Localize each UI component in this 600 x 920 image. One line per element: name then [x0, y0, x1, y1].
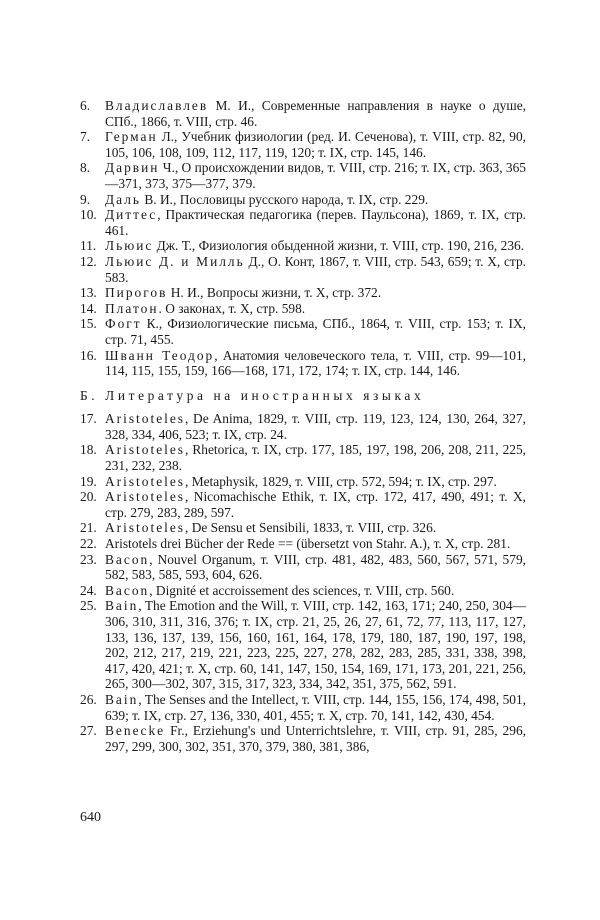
entry-text: , The Emotion and the Will, т. VIII, стр. 142, 163, 171; 240, 250, 304—306, 310, 311, 316, 376; т. IX, стр. 21, 25, 26, 27, 61, 72, 77, 113, 117, 127, 133, 136, 137, 139, 156, 160, 161, 164, 178, 179, 180, 187, 190, 197, 198, 202, 212, 217, 219, 221, 223, 225, 227, 278, 282, 283, 285, 331, 338, 398, 417, 420, 421; т. X, стр. 60, 141, 147, 150, 154, 169, 171, 173, 201, 221, 256, 265, 300—302, 307, 315, 317, 323, 334, 342, 351, 375, 562, 591. [105, 598, 526, 692]
entry-text: М. И., Современные направления в науке о душе, СПб., 1866, т. VIII, стр. 46. [105, 98, 526, 129]
entry-author: Льюис Д. и Милль [105, 253, 245, 269]
entry-text: Н. И., Вопросы жизни, т. X, стр. 372. [167, 285, 382, 301]
entry-author: Владиславлев [105, 98, 209, 113]
bibliography-entry [80, 583, 526, 599]
entry-number: 21. [80, 520, 97, 536]
bibliography-entry [80, 129, 526, 160]
entry-author: Льюис [105, 238, 154, 254]
entry-number: 10. [80, 207, 97, 223]
bibliography-entry [80, 442, 526, 473]
entry-number: 17. [80, 411, 97, 427]
entry-number: 13. [80, 285, 97, 301]
bibliography-entry [80, 552, 526, 583]
entry-text: . О законах, т. X, стр. 598. [158, 300, 306, 316]
foreign-literature-list [80, 411, 526, 754]
entry-number: 6. [80, 98, 91, 113]
entry-number: 18. [80, 442, 97, 458]
bibliography-entry [80, 348, 526, 379]
entry-author: Bacon [105, 551, 150, 567]
bibliography-entry [80, 474, 526, 490]
entry-number: 22. [80, 536, 97, 552]
entry-number: 11. [80, 238, 97, 254]
entry-text: , Rhetorica, т. IX, стр. 177, 185, 197, 198, 206, 208, 211, 225, 231, 232, 238. [105, 442, 526, 474]
bibliography-entry [80, 301, 526, 317]
bibliography-entry [80, 723, 526, 754]
entry-number: 14. [80, 300, 97, 316]
entry-author: Фогт [105, 316, 142, 332]
entry-text: , De Anima, 1829, т. VIII, стр. 119, 123, 124, 130, 264, 327, 328, 334, 406, 523; т. IX, стр. 24. [105, 411, 526, 442]
bibliography-entry [80, 192, 526, 208]
bibliography-entry [80, 411, 526, 442]
entry-number: 26. [80, 691, 97, 707]
entry-number: 8. [80, 160, 91, 176]
entry-author: Bain [105, 691, 139, 707]
entry-text: , De Sensu et Sensibili, 1833, т. VIII, стр. 326. [185, 520, 437, 536]
entry-text: Д., О. Конт, 1867, т. VIII, стр. 543, 659; т. X, стр. 583. [105, 253, 526, 285]
entry-text: К., Физиологические письма, СПб., 1864, т. VIII, стр. 153; т. IX, стр. 71, 455. [105, 316, 526, 347]
entry-text: Fr., Erziehung's und Unterrichtslehre, т. VIII, стр. 91, 285, 296, 297, 299, 300, 302, 351, 370, 379, 380, 381, 386, [105, 723, 526, 754]
entry-number: 12. [80, 253, 97, 269]
bibliography-entry [80, 692, 526, 723]
entry-author: Даль [105, 191, 141, 207]
entry-number: 27. [80, 723, 97, 739]
entry-text: Дж. Т., Физиология обыденной жизни, т. VIII, стр. 190, 216, 236. [153, 238, 525, 254]
entry-number: 9. [80, 191, 91, 207]
entry-author: Герман [105, 129, 158, 145]
entry-author: Aristoteles [105, 473, 186, 489]
russian-literature-list [80, 98, 526, 379]
entry-text: , Metaphysik, 1829, т. VIII, стр. 572, 594; т. IX, стр. 297. [185, 473, 497, 489]
entry-author: Aristoteles [105, 442, 186, 458]
entry-number: 24. [80, 582, 97, 598]
entry-text: Aristotels drei Bücher der Rede == (übersetzt von Stahr. A.), т. X, стр. 281. [105, 536, 511, 552]
entry-number: 19. [80, 473, 97, 489]
entry-author: Дарвин [105, 160, 160, 176]
entry-author: Aristoteles [105, 411, 186, 427]
bibliography-entry [80, 536, 526, 552]
entry-number: 23. [80, 551, 97, 567]
entry-text: , Dignité et accroissement des sciences, т. VIII, стр. 560. [149, 582, 455, 598]
entry-author: Bain [105, 598, 139, 614]
bibliography-entry [80, 598, 526, 692]
entry-author: Шванн Теодор [105, 347, 215, 363]
page-number: 640 [80, 810, 101, 825]
entry-text: , Nicomachische Ethik, т. IX, стр. 172, 417, 490, 491; т. X, стр. 279, 283, 289, 597. [105, 489, 526, 520]
entry-text: Л., Учебник физиологии (ред. И. Сеченова), т. VIII, стр. 82, 90, 105, 106, 108, 109, 112, 117, 119, 120; т. IX, стр. 145, 146. [105, 129, 526, 160]
bibliography-entry [80, 285, 526, 301]
entry-author: Пирогов [105, 285, 168, 301]
entry-text: , Анатомия человеческого тела, т. VIII, стр. 99—101, 114, 115, 155, 159, 166—168, 171, 172, 174; т. IX, стр. 144, 146. [105, 347, 526, 379]
entry-number: 20. [80, 489, 97, 505]
entry-number: 15. [80, 316, 97, 332]
bibliography-entry [80, 160, 526, 191]
entry-author: Aristoteles [105, 520, 186, 536]
bibliography-page [80, 98, 526, 754]
section-heading: Б. Литература на иностранных языках [80, 387, 425, 403]
entry-number: 7. [80, 129, 91, 145]
bibliography-entry [80, 207, 526, 238]
bibliography-entry [80, 254, 526, 285]
bibliography-entry [80, 238, 526, 254]
entry-author: Aristoteles [105, 489, 186, 505]
entry-author: Benecke [105, 723, 166, 739]
entry-author: Платон [105, 300, 159, 316]
bibliography-entry [80, 316, 526, 347]
entry-text: Ч., О происхождении видов, т. VIII, стр. 216; т. IX, стр. 363, 365—371, 373, 375—377, 379. [105, 160, 526, 191]
bibliography-entry [80, 520, 526, 536]
entry-text: , Nouvel Organum, т. VIII, стр. 481, 482, 483, 560, 567, 571, 579, 582, 583, 585, 593, 604, 626. [105, 551, 526, 583]
entry-text: , Практическая педагогика (перев. Паульсона), 1869, т. IX, стр. 461. [105, 207, 526, 238]
entry-number: 25. [80, 598, 97, 614]
entry-author: Bacon [105, 582, 150, 598]
bibliography-entry [80, 98, 526, 129]
bibliography-entry [80, 489, 526, 520]
entry-author: Диттес [105, 207, 158, 223]
entry-text: В. И., Пословицы русского народа, т. IX, стр. 229. [141, 191, 429, 207]
entry-number: 16. [80, 347, 97, 363]
entry-text: , The Senses and the Intellect, т. VIII, стр. 144, 155, 156, 174, 498, 501, 639; т. IX, стр. 27, 136, 330, 401, 455; т. X, стр. 70, 141, 142, 430, 454. [105, 691, 526, 723]
